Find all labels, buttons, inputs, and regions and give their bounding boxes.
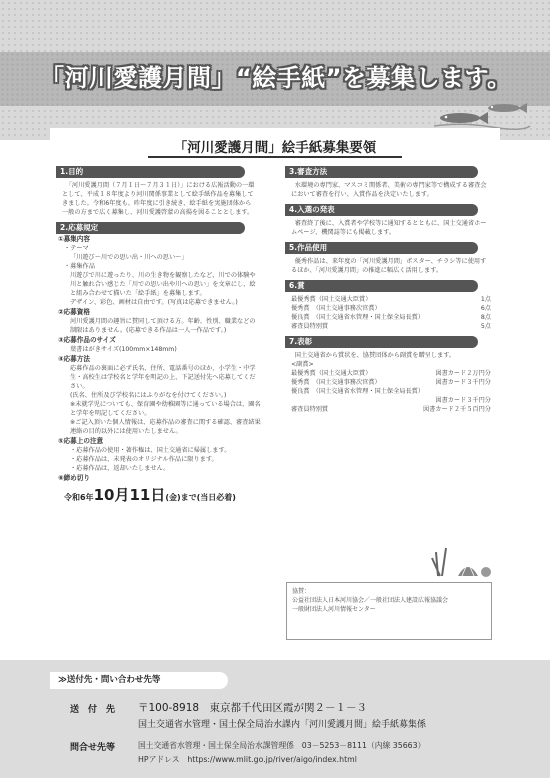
awards-text: 国土交通省から賞状を、協賛団体から副賞を贈呈します。 xyxy=(294,352,456,359)
award-row xyxy=(285,369,495,378)
section-heading: 4.入選の発表 xyxy=(285,204,478,216)
theme-text: 「川遊び〜川での思い出・川への思い〜」 xyxy=(70,254,188,261)
send-label: 送 付 先 xyxy=(70,705,116,715)
prize-count: 5点 xyxy=(480,323,491,330)
usage-text: 優秀作品は、来年度の「河川愛護月間」ポスター、チラシ等に使用するほか、「河川愛護月間」の推進に幅広く活用します。 xyxy=(291,258,487,274)
deadline-date: 10月11日 xyxy=(93,486,166,504)
prize-name: 優秀賞 （国土交通事務次官賞） xyxy=(291,305,381,312)
award-gift: 図書カード２万円分 xyxy=(435,370,491,377)
right-column xyxy=(285,166,495,419)
prize-row xyxy=(285,322,495,331)
privacy-note: ※ご記入頂いた個人情報は、応募作品の審査に関する確認、審査結果連絡の目的以外には使用いたしません。 xyxy=(70,419,261,435)
section-prizes xyxy=(285,280,495,331)
section-announcement xyxy=(285,204,495,237)
sponsor-label: 協賛： xyxy=(292,588,311,595)
section-heading: 5.作品使用 xyxy=(285,242,478,254)
content-panel xyxy=(50,128,500,650)
section-awards xyxy=(285,336,495,414)
sponsor-line: 一般財団法人河川情報センター xyxy=(292,606,376,613)
method-furigana: (氏名、住所及び学校名にはふりがなを付けてください。) xyxy=(70,392,227,399)
section-heading: 3.審査方法 xyxy=(285,166,478,178)
prize-count: 8点 xyxy=(480,314,491,321)
award-name: 優秀賞 （国土交通事務次官賞） xyxy=(291,379,381,386)
caution-line: ・応募作品の使用・著作権は、国土交通省に帰属します。 xyxy=(70,447,231,454)
award-row xyxy=(285,387,495,396)
shell-plant-illustration xyxy=(428,538,496,578)
prize-row xyxy=(285,313,495,322)
awards-sub-label: <副賞> xyxy=(291,361,314,368)
prize-count: 6点 xyxy=(480,305,491,312)
work-note: デザイン、彩色、画材は自由です。(写真は応募できません。) xyxy=(70,299,238,306)
work-text: 川遊びで川に遊ったり、川の生き物を観察したなど、川での体験や川と触れ合い感じた「川での思い出や川への思い」を文章にし、絵と組み合わせて描いた「絵手紙」を募集します。 xyxy=(70,272,256,297)
homepage-url[interactable]: HPアドレス https://www.mlit.go.jp/river/aigo/index.html xyxy=(138,755,357,764)
section-judging xyxy=(285,166,495,199)
section-usage xyxy=(285,242,495,275)
announcement-text: 審査終了後に、入賞者や学校等に通知するとともに、国土交通省ホームページ、機関誌等にも掲載します。 xyxy=(291,220,487,236)
work-label: ・募集作品 xyxy=(64,263,95,270)
caution-line: ・応募作品は、返却いたしません。 xyxy=(70,465,170,472)
inquiry-phone: 国土交通省水管理・国土保全局治水課管理係 03－5253－8111（内線 35663） xyxy=(138,741,426,750)
prize-name: 審査員特別賞 xyxy=(291,323,329,330)
send-recipient: 国土交通省水管理・国土保全局治水課内「河川愛護月間」絵手紙募集係 xyxy=(138,720,427,730)
award-gift: 図書カード２千５百円分 xyxy=(422,406,491,413)
eligibility-text: 河川愛護月間の趣旨に賛同して頂ける方。年齢、性別、職業などの制限はありません。(応募できる作品は一人一作品です。) xyxy=(70,318,256,334)
prize-row xyxy=(285,295,495,304)
item-heading: ③応募作品のサイズ xyxy=(58,336,116,344)
award-name: 審査員特別賞 xyxy=(291,406,329,413)
sponsor-box xyxy=(286,582,492,640)
section-purpose xyxy=(56,166,261,217)
item-heading: ②応募資格 xyxy=(58,308,90,316)
theme-label: ・テーマ xyxy=(64,245,89,252)
contact-section xyxy=(0,660,550,778)
award-row xyxy=(285,378,495,387)
method-note: ※未就学児についても、保育園や幼稚園等に通っている場合は、園名と学年を明記してください。 xyxy=(70,401,261,417)
header-band xyxy=(0,0,550,140)
prize-count: 1点 xyxy=(480,296,491,303)
left-column xyxy=(56,166,261,510)
inquiry-label: 問合せ先等 xyxy=(70,743,116,753)
sub-title-rule xyxy=(148,156,402,158)
item-heading: ⑤応募上の注意 xyxy=(58,437,104,445)
award-name: 最優秀賞（国土交通大臣賞） xyxy=(291,370,372,377)
send-address: 〒100-8918 東京都千代田区霞が関２－１－３ xyxy=(138,702,368,714)
prize-name: 優良賞 （国土交通省水管理・国土保全局長賞） xyxy=(291,314,425,321)
award-row xyxy=(285,396,495,405)
award-row xyxy=(285,405,495,414)
award-gift: 図書カード３千円分 xyxy=(435,397,491,404)
deadline-suffix: (金)まで(当日必着) xyxy=(165,493,236,502)
sponsor-line: 公益社団法人日本河川協会／一般社団法人建設広報協議会 xyxy=(292,597,449,604)
size-text: 葉書はがきサイズ(100mm×148mm) xyxy=(70,346,177,353)
deadline-year: 令和6年 xyxy=(64,493,94,502)
award-name: 優良賞 （国土交通省水管理・国土保全局長賞） xyxy=(291,388,425,395)
item-heading: ④応募方法 xyxy=(58,355,90,363)
main-title: 「河川愛護月間」“絵手紙”を募集します。 xyxy=(40,64,512,92)
item-heading: ⑥締め切り xyxy=(58,474,90,482)
section-heading: 2.応募規定 xyxy=(56,222,245,234)
section-rules xyxy=(56,222,261,505)
sub-title: 「河川愛護月間」絵手紙募集要領 xyxy=(173,140,377,156)
section-heading: 6.賞 xyxy=(285,280,478,292)
deadline xyxy=(56,484,261,505)
judging-text: 水環境の専門家、マスコミ関係者、美術の専門家等で構成する審査会において審査を行い、入賞作品を決定いたします。 xyxy=(291,182,487,198)
item-heading: ①募集内容 xyxy=(58,235,90,243)
caution-line: ・応募作品は、未発表のオリジナル作品に限ります。 xyxy=(70,456,218,463)
contact-heading: ≫送付先・問い合わせ先等 xyxy=(50,672,228,689)
fish-illustration xyxy=(432,96,532,130)
award-gift: 図書カード３千円分 xyxy=(435,379,491,386)
method-text: 応募作品の裏面に必ず氏名、住所、電話番号のほか、小学生・中学生・高校生は学校名と学年を明記の上、下記送付先へ応募してください。 xyxy=(70,365,256,390)
prize-name: 最優秀賞（国土交通大臣賞） xyxy=(291,296,372,303)
prize-row xyxy=(285,304,495,313)
purpose-text: 「河川愛護月間（７月１日〜７月３１日）」における広報活動の一環として、平成１８年度より河川関係事業として絵手紙作品を募集してきました。令和6年度も、昨年度に引き続き、絵手紙を実施団体から一般の方まで広く募集し、河川愛護啓蒙の高揚を図ることとします。 xyxy=(62,182,255,216)
section-heading: 1.目的 xyxy=(56,166,245,178)
section-heading: 7.表彰 xyxy=(285,336,478,348)
